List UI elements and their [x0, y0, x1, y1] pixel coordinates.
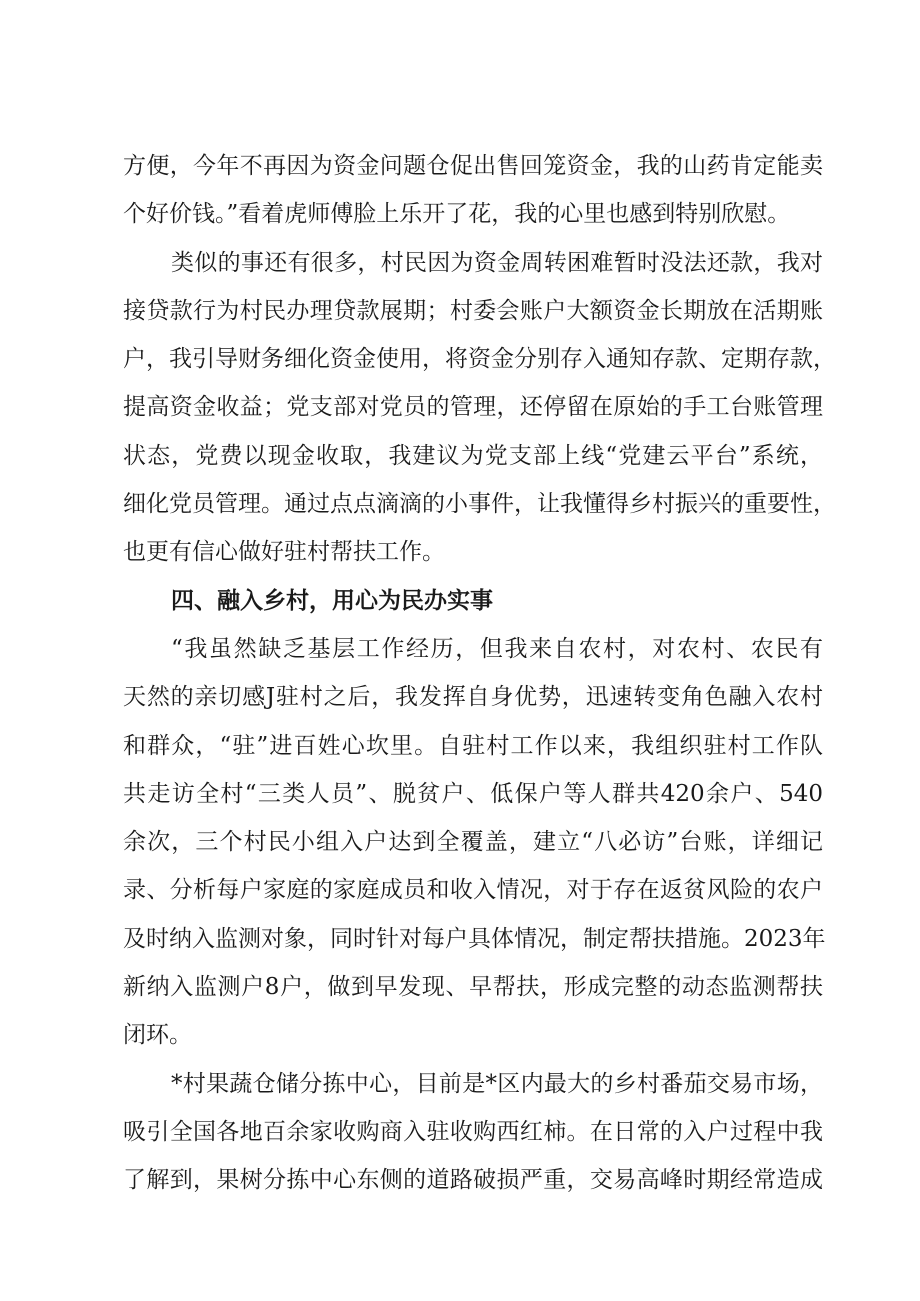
text-line: 余次，三个村民小组入户达到全覆盖，建立“八必访”台账，详细记 — [123, 829, 823, 856]
text-line: 闭环。 — [123, 1022, 192, 1049]
text-line: 类似的事还有很多，村民因为资金周转困难暂时没法还款，我对 — [171, 249, 823, 276]
text-line: 录、分析每户家庭的家庭成员和收入情况，对于存在返贫风险的农户 — [123, 877, 823, 904]
text-line: 状态，党费以现金收取，我建议为党支部上线“党建云平台”系统， — [123, 442, 823, 469]
text-line: 新纳入监测户8户，做到早发现、早帮扶，形成完整的动态监测帮扶 — [123, 974, 823, 1001]
text-line: 了解到，果树分拣中心东侧的道路破损严重，交易高峰时期经常造成 — [123, 1167, 823, 1194]
text-line: 户，我引导财务细化资金使用，将资金分别存入通知存款、定期存款， — [123, 346, 836, 373]
text-line: 天然的亲切感J驻村之后，我发挥自身优势，迅速转变角色融入农村 — [123, 684, 823, 711]
text-line: 提高资金收益；党支部对党员的管理，还停留在原始的手工台账管理 — [123, 394, 823, 421]
text-line: “我虽然缺乏基层工作经历，但我来自农村，对农村、农民有 — [171, 635, 823, 662]
document-page — [123, 142, 836, 1205]
paragraph-4 — [123, 1060, 823, 1205]
text-line: 也更有信心做好驻村帮扶工作。 — [123, 539, 445, 566]
text-line: 接贷款行为村民办理贷款展期；村委会账户大额资金长期放在活期账 — [123, 297, 823, 324]
text-line: 及时纳入监测对象，同时针对每户具体情况，制定帮扶措施。2023年 — [123, 925, 826, 952]
section-heading: 四、融入乡村，用心为民办实事 — [171, 587, 493, 614]
text-line: 个好价钱。”看着虎师傅脸上乐开了花，我的心里也感到特别欣慰。 — [123, 201, 791, 228]
paragraph-3 — [123, 625, 826, 1060]
text-line: *村果蔬仓储分拣中心，目前是*区内最大的乡村番茄交易市场， — [171, 1070, 823, 1097]
text-line: 细化党员管理。通过点点滴滴的小事件，让我懂得乡村振兴的重要性， — [123, 491, 836, 518]
text-line: 和群众，“驻”进百姓心坎里。自驻村工作以来，我组织驻村工作队 — [123, 732, 823, 759]
text-line: 吸引全国各地百余家收购商入驻收购西红柿。在日常的入户过程中我 — [123, 1118, 823, 1145]
text-line: 方便，今年不再因为资金问题仓促出售回笼资金，我的山药肯定能卖 — [123, 153, 823, 179]
paragraph-1 — [123, 142, 823, 239]
paragraph-2 — [123, 239, 836, 577]
text-line: 共走访全村“三类人员”、脱贫户、低保户等人群共420余户、540 — [123, 780, 823, 807]
